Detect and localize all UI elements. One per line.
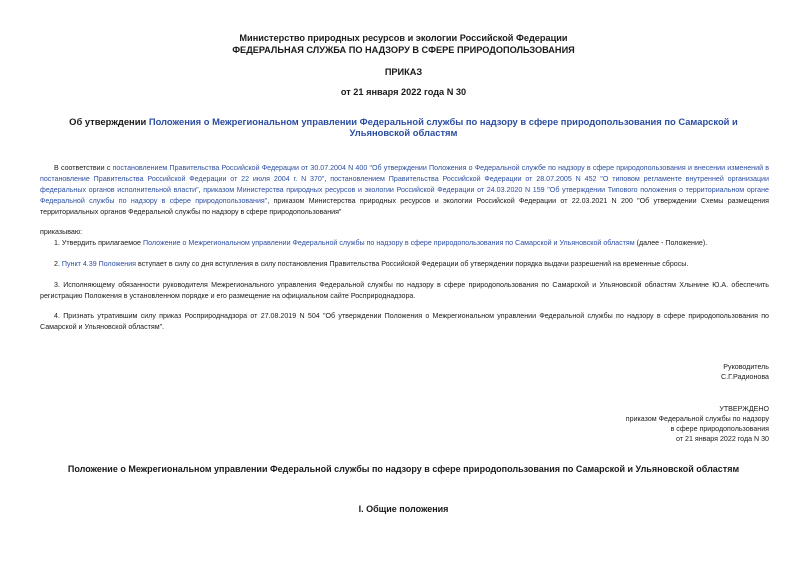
preamble-paragraph bbox=[40, 163, 769, 218]
signature-role: Руководитель bbox=[723, 363, 769, 371]
order-159-link[interactable]: приказом Министерства природных ресурсов и экологии Российской Федерации от 24.03.2020 N 159 "Об утверждении Типового положения о территориальном органе Федеральной службы по надзору в сфере природопользования" bbox=[40, 186, 769, 205]
approval-line-3: в сфере природопользования bbox=[670, 425, 769, 433]
item-1-text-1: 1. Утвердить прилагаемое bbox=[54, 239, 143, 247]
regulation-title: Положение о Межрегиональном управлении Федеральной службы по надзору в сфере природопользования по Самарской и Ульяновской областям bbox=[67, 464, 740, 474]
section-heading: I. Общие положения bbox=[358, 504, 449, 514]
item-1 bbox=[40, 238, 769, 249]
item-2-text-2: вступает в силу со дня вступления в силу постановления Правительства Российской Федерации об утверждении порядка выдачи разрешений на временные сбросы. bbox=[136, 260, 689, 268]
item-1-text-2: (далее - Положение). bbox=[634, 239, 708, 247]
signature-block bbox=[721, 362, 769, 382]
ministry-name: Министерство природных ресурсов и экологии Российской Федерации bbox=[239, 33, 568, 43]
order-word: приказываю: bbox=[40, 228, 83, 236]
preamble-text-3: , bbox=[198, 186, 204, 194]
order-title-link[interactable]: Положения о Межрегиональном управлении Федеральной службы по надзору в сфере природопользования по Самарской и Ульяновской областям bbox=[148, 116, 738, 138]
decree-400-link[interactable]: постановлением Правительства Российской Федерации от 30.07.2004 N 400 "Об утверждении Положения о Федеральной службе по надзору в сфере природопользования и внесении изменений в постановление Правительства Российской Федерации от 22 июля 2004 г. N 370" bbox=[40, 164, 770, 183]
item-2 bbox=[40, 259, 769, 270]
clause-4-39-link[interactable]: Пункт 4.39 Положения bbox=[61, 260, 137, 268]
approval-line-4: от 21 января 2022 года N 30 bbox=[676, 435, 769, 443]
preamble-text-2: , bbox=[324, 175, 331, 183]
approval-block bbox=[626, 404, 769, 444]
approval-line-2: приказом Федеральной службы по надзору bbox=[625, 415, 769, 423]
service-name: ФЕДЕРАЛЬНАЯ СЛУЖБА ПО НАДЗОРУ В СФЕРЕ ПРИРОДОПОЛЬЗОВАНИЯ bbox=[232, 45, 575, 55]
signature-name: С.Г.Радионова bbox=[720, 373, 769, 381]
decree-452-link[interactable]: постановлением Правительства Российской Федерации от 28.07.2005 N 452 "О типовом регламенте внутренней организации федеральных органов исполнительной власти" bbox=[40, 175, 769, 194]
document-type: ПРИКАЗ bbox=[384, 67, 423, 77]
preamble-text-1: В соответствии с bbox=[54, 164, 113, 172]
order-title bbox=[60, 116, 747, 138]
item-2-text-1: 2. bbox=[54, 260, 62, 268]
order-title-prefix: Об утверждении bbox=[69, 116, 149, 127]
item-4: 4. Признать утратившим силу приказ Росприроднадзора от 27.08.2019 N 504 "Об утверждении Положения о Межрегиональном управлении Федеральной службы по надзору в сфере природопользования по Самарской и Ульяновской областям". bbox=[40, 312, 769, 331]
order-date-number: от 21 января 2022 года N 30 bbox=[340, 87, 467, 97]
item-3: 3. Исполняющему обязанности руководителя Межрегионального управления Федеральной службы по надзору в сфере природопользования по Самарской и Ульяновской областям Хлынине Ю.А. обеспечить регистрацию Положения в установленном порядке и его размещение на официальном сайте Росприроднадзора. bbox=[40, 281, 769, 300]
approval-line-1: УТВЕРЖДЕНО bbox=[719, 405, 769, 413]
preamble-text-4: , приказом Министерства природных ресурсов и экологии Российской Федерации от 22.03.2021 N 200 "Об утверждении Схемы размещения территориальных органов Федеральной службы по надзору в сфере природопользования" bbox=[40, 197, 769, 216]
regulation-link[interactable]: Положение о Межрегиональном управлении Федеральной службы по надзору в сфере природопользования по Самарской и Ульяновской областям bbox=[142, 239, 635, 247]
